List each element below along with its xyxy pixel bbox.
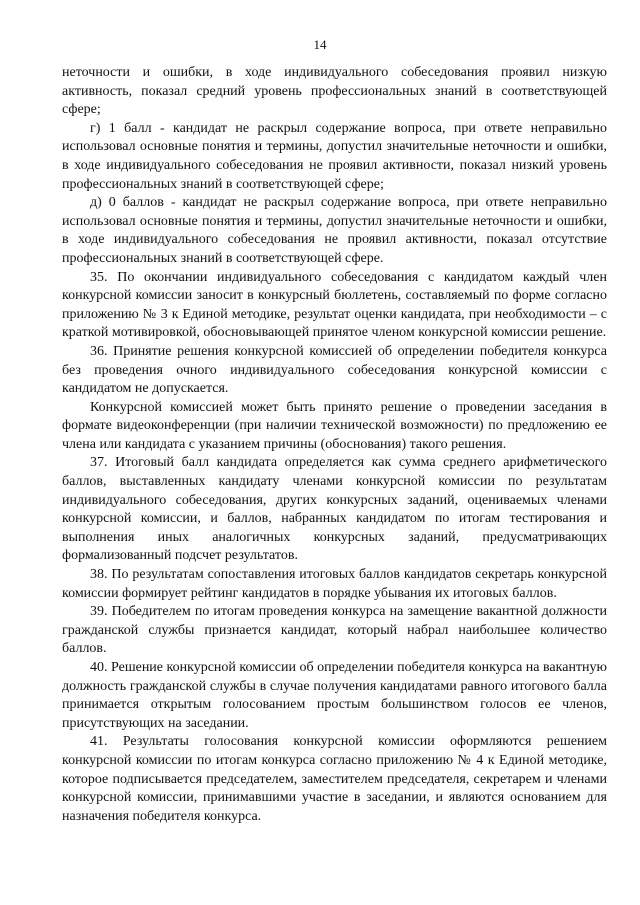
paragraph-item-g: г) 1 балл - кандидат не раскрыл содержание вопроса, при ответе неправильно использовал основные понятия и термины, допустил значительные неточности и ошибки, в ходе индивидуального собеседования не проявил активности, показал низкий уровень профессиональных знаний в соответствующей сфере;	[62, 120, 607, 192]
paragraph-35: 35. По окончании индивидуального собеседования с кандидатом каждый член конкурсной комиссии заносит в конкурсный бюллетень, составляемый по форме согласно приложению № 3 к Единой методике, результат оценки кандидата, при необходимости – с краткой мотивировкой, обосновывающей принятое членом конкурсной комиссии решение.	[62, 269, 607, 341]
paragraph-36: 36. Принятие решения конкурсной комиссией об определении победителя конкурса без проведения очного индивидуального собеседования конкурсной комиссии с кандидатом не допускается.	[62, 343, 607, 397]
page-number: 14	[313, 37, 327, 52]
paragraph-40: 40. Решение конкурсной комиссии об определении победителя конкурса на вакантную должность гражданской службы в случае получения кандидатами равного итогового балла принимается открытым голосованием простым большинством голосов ее членов, присутствующих на заседании.	[62, 660, 607, 731]
paragraph-36-videoconference: Конкурсной комиссией может быть принято решение о проведении заседания в формате видеоконференции (при наличии технической возможности) по предложению ее члена или кандидата с указанием причины (обоснования) такого решения.	[62, 399, 607, 452]
paragraph-38: 38. По результатам сопоставления итоговых баллов кандидатов секретарь конкурсной комиссии формирует рейтинг кандидатов в порядке убывания их итоговых баллов.	[62, 567, 607, 601]
paragraph-37: 37. Итоговый балл кандидата определяется как сумма среднего арифметического баллов, выставленных кандидату членами конкурсной комиссии по результатам индивидуального собеседования, других конкурсных заданий, оцениваемых членами конкурсной комиссии, и баллов, набранных кандидатом по итогам тестирования и выполнения иных аналогичных конкурсных заданий, предусматривающих формализованный подсчет результатов.	[62, 455, 607, 564]
paragraph-item-d: д) 0 баллов - кандидат не раскрыл содержание вопроса, при ответе неправильно использовал основные понятия и термины, допустил значительные неточности и ошибки, в ходе индивидуального собеседования не проявил активности, показал отсутствие профессиональных знаний в соответствующей сфере.	[62, 195, 607, 266]
paragraph-41: 41. Результаты голосования конкурсной комиссии оформляются решением конкурсной комиссии по итогам конкурса согласно приложению № 4 к Единой методике, которое подписывается председателем, заместителем председателя, секретарем и членами конкурсной комиссии, принимавшими участие в заседании, и являются основанием для назначения победителя конкурса.	[62, 734, 607, 824]
paragraph-39: 39. Победителем по итогам проведения конкурса на замещение вакантной должности гражданской службы признается кандидат, который набрал наибольшее количество баллов.	[62, 604, 607, 657]
paragraph-continuation: неточности и ошибки, в ходе индивидуального собеседования проявил низкую активность, показал средний уровень профессиональных знаний в соответствующей сфере;	[62, 65, 607, 118]
document-body	[62, 64, 607, 826]
